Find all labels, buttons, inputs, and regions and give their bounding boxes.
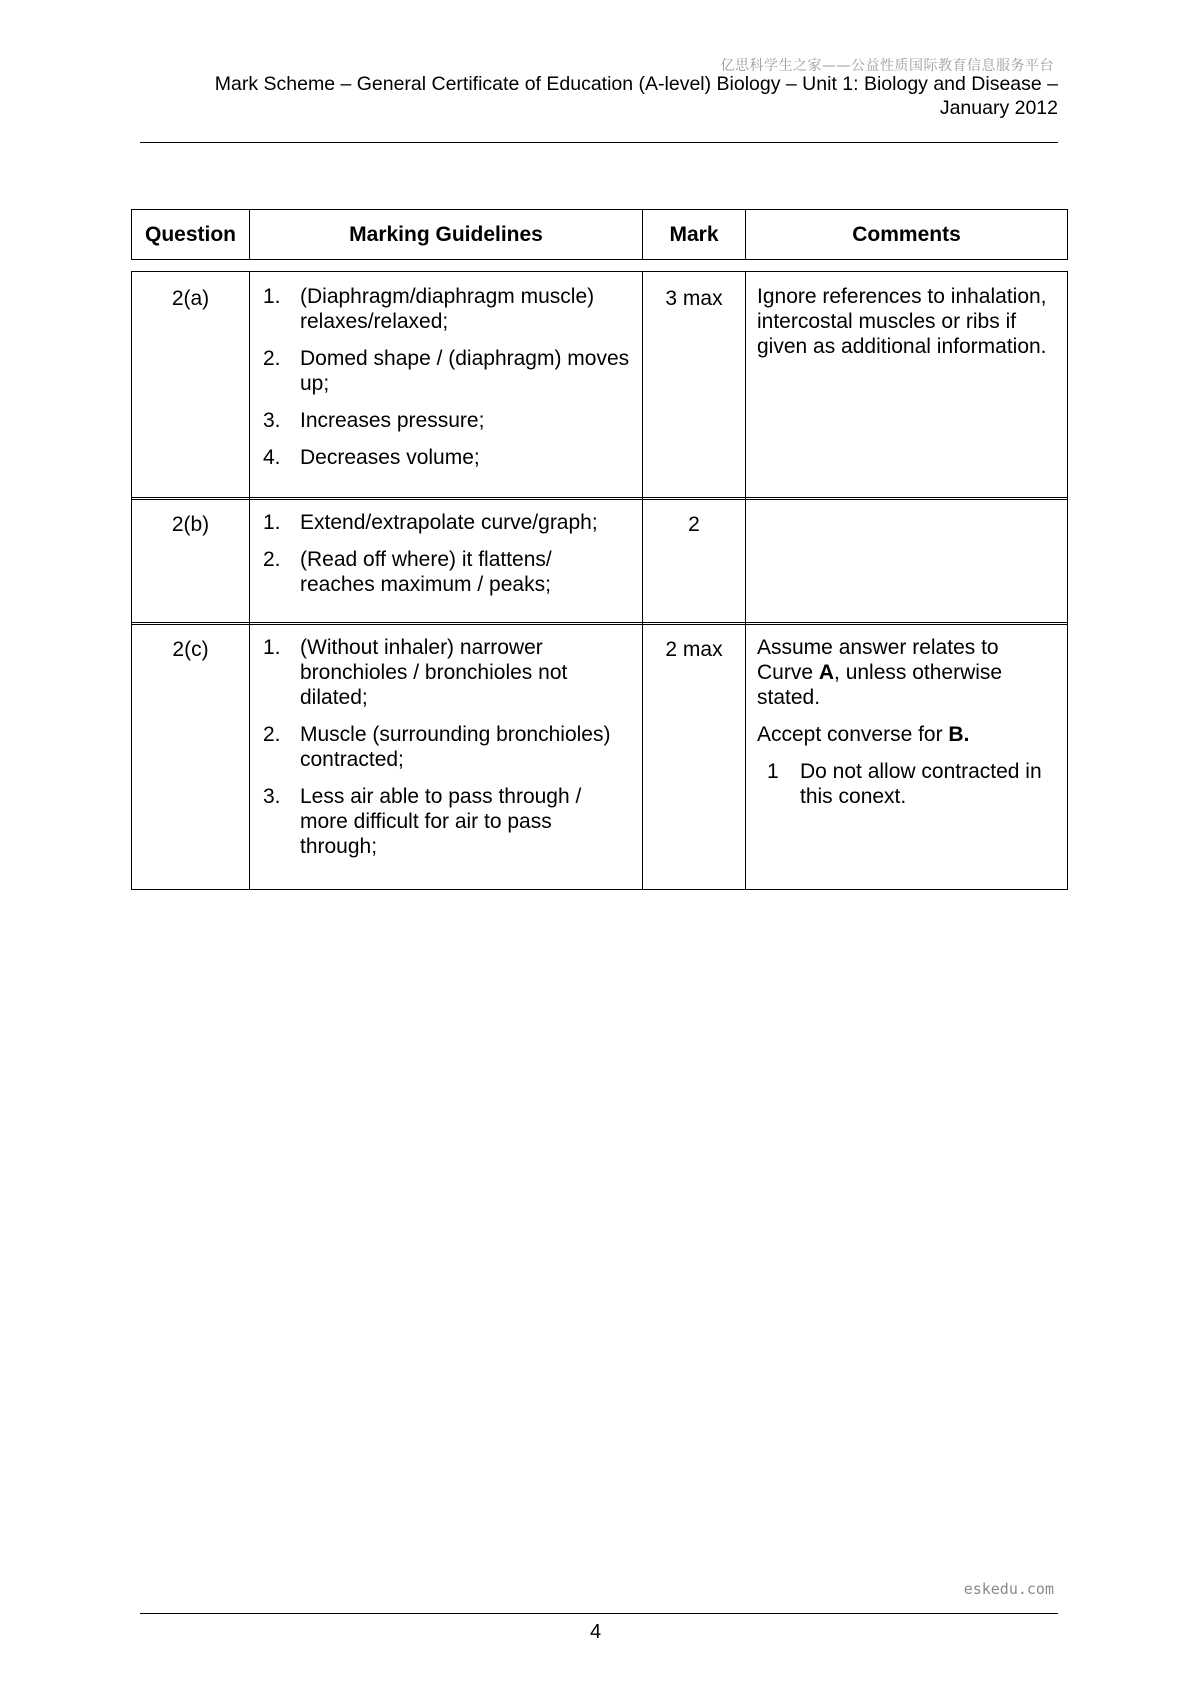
header-line-1: Mark Scheme – General Certificate of Education (A-level) Biology – Unit 1: Biology and Disease – <box>214 73 1058 95</box>
guideline-number: 4. <box>263 446 281 469</box>
table-header <box>131 209 1068 260</box>
header-line-2: January 2012 <box>939 97 1058 119</box>
comments-cell <box>746 623 1068 890</box>
curve-label: B. <box>948 723 970 746</box>
header-rule <box>140 142 1058 143</box>
comment-item-text: Do not allow contracted in this conext. <box>800 760 1042 808</box>
guideline-number: 3. <box>263 785 281 808</box>
guideline-number: 1. <box>263 285 281 308</box>
footer-rule <box>140 1613 1058 1614</box>
page-number: 4 <box>589 1621 602 1643</box>
guideline-item <box>263 408 632 433</box>
comment-text: , unless otherwise stated. <box>757 661 1003 709</box>
mark-cell: 3 max <box>643 272 746 500</box>
table-row <box>131 497 1068 625</box>
comment-item <box>757 759 1055 809</box>
guideline-number: 1. <box>263 511 281 534</box>
curve-label: A <box>818 661 835 684</box>
header-question: Question <box>132 210 250 260</box>
guideline-text: Less air able to pass through / more difficult for air to pass through; <box>300 785 582 858</box>
guideline-item <box>263 510 632 535</box>
comments-cell <box>746 272 1068 500</box>
guideline-number: 2. <box>263 548 281 571</box>
guideline-text: Muscle (surrounding bronchioles) contracted; <box>300 723 611 771</box>
guideline-text: (Diaphragm/diaphragm muscle) relaxes/relaxed; <box>300 285 595 333</box>
comments-cell <box>746 498 1068 625</box>
guideline-item <box>263 722 632 772</box>
comment-text: Ignore references to inhalation, intercostal muscles or ribs if given as additional information. <box>757 285 1047 358</box>
guideline-item <box>263 445 632 470</box>
header-comments: Comments <box>746 210 1068 260</box>
question-cell: 2(a) <box>132 272 250 500</box>
page-header <box>140 72 1058 120</box>
question-cell: 2(b) <box>132 498 250 625</box>
guideline-item <box>263 284 632 334</box>
guidelines-cell <box>250 623 643 890</box>
guideline-text: (Read off where) it flattens/ reaches maximum / peaks; <box>300 548 552 596</box>
guideline-text: Decreases volume; <box>300 446 480 469</box>
table-row <box>131 271 1068 500</box>
watermark-top: 亿思科学生之家——公益性质国际教育信息服务平台 <box>720 58 1054 74</box>
guideline-text: Extend/extrapolate curve/graph; <box>300 511 598 534</box>
guideline-number: 2. <box>263 347 281 370</box>
guideline-text: Increases pressure; <box>300 409 485 432</box>
comment-text: Accept converse for <box>757 723 949 746</box>
guideline-number: 1. <box>263 636 281 659</box>
guideline-item <box>263 547 632 597</box>
comment-item-number: 1 <box>767 760 779 783</box>
guideline-text: (Without inhaler) narrower bronchioles / bronchioles not dilated; <box>300 636 568 709</box>
header-guidelines: Marking Guidelines <box>250 210 643 260</box>
watermark-bottom: eskedu.com <box>963 1580 1054 1598</box>
guideline-text: Domed shape / (diaphragm) moves up; <box>300 347 630 395</box>
comment-text: Assume answer relates to Curve <box>757 636 999 684</box>
guideline-number: 2. <box>263 723 281 746</box>
mark-cell: 2 <box>643 498 746 625</box>
guidelines-cell <box>250 272 643 500</box>
mark-cell: 2 max <box>643 623 746 890</box>
guideline-item <box>263 784 632 859</box>
comment-paragraph <box>757 635 1055 710</box>
header-mark: Mark <box>643 210 746 260</box>
table-row <box>131 622 1068 890</box>
guideline-number: 3. <box>263 409 281 432</box>
question-cell: 2(c) <box>132 623 250 890</box>
comment-paragraph <box>757 722 1055 747</box>
guideline-item <box>263 346 632 396</box>
guideline-item <box>263 635 632 710</box>
guidelines-cell <box>250 498 643 625</box>
